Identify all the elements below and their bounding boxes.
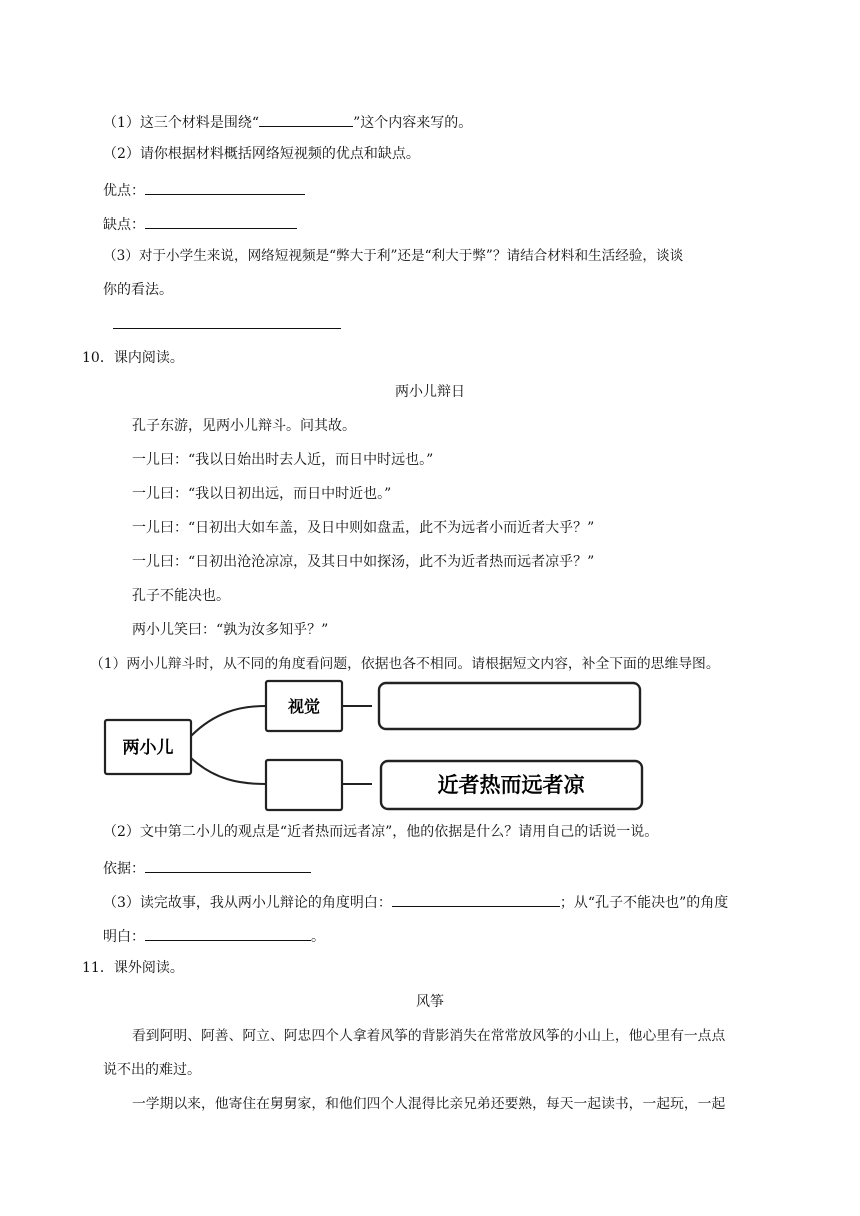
- answer-blank-advantage[interactable]: [145, 178, 305, 195]
- connector-upper: [191, 706, 266, 736]
- mind-map: [0, 676, 860, 816]
- q9-disadvantage: 缺点：: [103, 212, 297, 235]
- q10-heading: 10．课内阅读。: [82, 350, 184, 366]
- q11-heading: 11．课外阅读。: [82, 960, 184, 976]
- answer-line-opinion[interactable]: [113, 328, 341, 329]
- passage-line: 孔子不能决也。: [132, 588, 230, 604]
- passage-line: 看到阿明、阿善、阿立、阿忠四个人拿着风筝的背影消失在常常放风筝的小山上，他心里有一点点: [132, 1028, 726, 1044]
- answer-blank-basis[interactable]: [145, 856, 311, 873]
- passage-title: 两小儿辩日: [395, 384, 465, 400]
- q10-basis: 依据：: [103, 856, 311, 879]
- mindmap-branch-visual-label: 视觉: [287, 697, 321, 716]
- mindmap-leaf-hot-cool-label: 近者热而远者凉: [437, 773, 585, 797]
- mindmap-leaf-blank-box[interactable]: [379, 683, 640, 729]
- q9-sub1: （1）这三个材料是围绕“ ”这个内容来写的。: [103, 110, 472, 133]
- passage-line: 一学期以来，他寄住在舅舅家，和他们四个人混得比亲兄弟还要熟，每天一起读书，一起玩，一起: [132, 1096, 726, 1112]
- passage-line: 两小儿笑曰：“孰为汝多知乎？”: [132, 622, 329, 638]
- connector-lower: [191, 758, 266, 784]
- answer-blank-debate-lesson[interactable]: [392, 890, 560, 907]
- passage-line: 一儿曰：“我以日始出时去人近，而日中时远也。”: [132, 452, 434, 468]
- mindmap-branch-blank-box[interactable]: [266, 760, 342, 810]
- q9-sub3-line2: 你的看法。: [103, 282, 173, 298]
- passage-title: 风筝: [416, 994, 444, 1010]
- answer-blank-disadvantage[interactable]: [145, 212, 297, 229]
- q9-sub2: （2）请你根据材料概括网络短视频的优点和缺点。: [103, 146, 420, 162]
- answer-blank-topic[interactable]: [259, 110, 353, 127]
- q10-sub3-line2: 明白： 。: [103, 924, 325, 947]
- passage-line: 一儿曰：“我以日初出远，而日中时近也。”: [132, 486, 392, 502]
- q9-sub3-line1: （3）对于小学生来说，网络短视频是“弊大于利”还是“利大于弊”？请结合材料和生活经验，谈谈: [103, 248, 684, 264]
- passage-line: 一儿曰：“日初出大如车盖，及日中则如盘盂，此不为远者小而近者大乎？”: [132, 520, 595, 536]
- mindmap-root-label: 两小儿: [122, 738, 174, 758]
- q9-advantage: 优点：: [103, 178, 305, 201]
- q10-sub2: （2）文中第二小儿的观点是“近者热而远者凉”，他的依据是什么？请用自己的话说一说。: [103, 824, 659, 840]
- q10-sub1: （1）两小儿辩斗时，从不同的角度看问题，依据也各不相同。请根据短文内容，补全下面的思维导图。: [90, 656, 720, 672]
- passage-line: 一儿曰：“日初出沧沧凉凉，及其日中如探汤，此不为近者热而远者凉乎？”: [132, 554, 595, 570]
- passage-line: 孔子东游，见两小儿辩斗。问其故。: [132, 418, 356, 434]
- q10-sub3-line1: （3）读完故事，我从两小儿辩论的角度明白： ；从“孔子不能决也”的角度: [103, 890, 728, 913]
- passage-line: 说不出的难过。: [103, 1062, 201, 1078]
- answer-blank-confucius-lesson[interactable]: [145, 924, 311, 941]
